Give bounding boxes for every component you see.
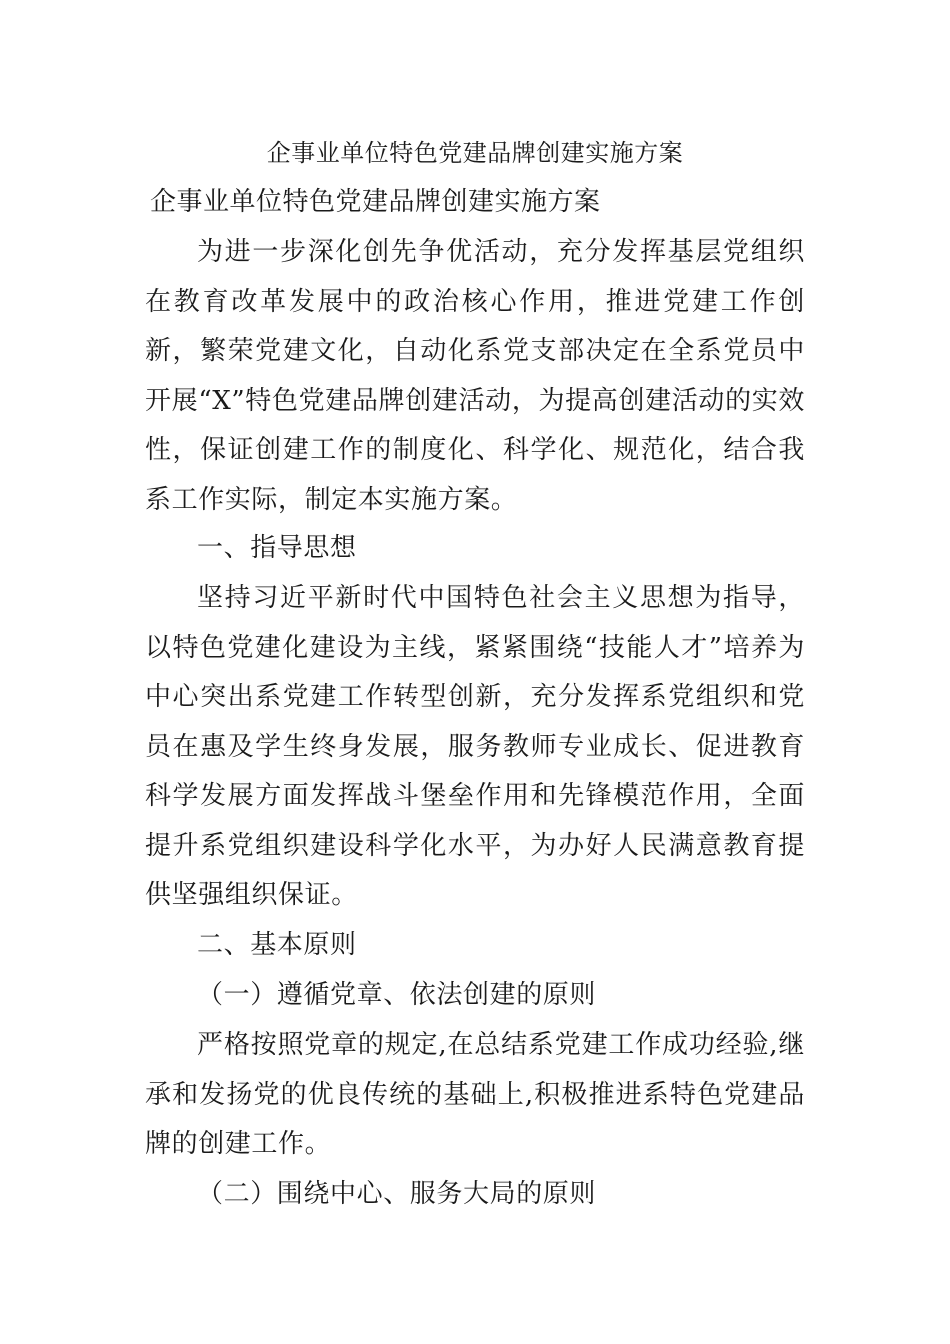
section2-sub1-paragraph: 严格按照党章的规定,在总结系党建工作成功经验,继承和发扬党的优良传统的基础上,积极推进系特色党建品牌的创建工作。 (145, 1030, 805, 1159)
section1-paragraph: 坚持习近平新时代中国特色社会主义思想为指导，以特色党建化建设为主线，紧紧围绕“技能人才”培养为中心突出系党建工作转型创新，充分发挥系党组织和党员在惠及学生终身发展，服务教师专业成长、促进教育科学发展方面发挥战斗堡垒作用和先锋模范作用，全面提升系党组织建设科学化水平，为办好人民满意教育提供坚强组织保证。 (145, 583, 805, 910)
section2-heading: 二、基本原则 (197, 930, 357, 960)
section2-sub2-heading: （二）围绕中心、服务大局的原则 (197, 1179, 597, 1209)
section1-heading: 一、指导思想 (197, 533, 357, 563)
document-subtitle: 企事业单位特色党建品牌创建实施方案 (150, 187, 601, 217)
section2-sub1-heading: （一）遵循党章、依法创建的原则 (197, 980, 597, 1010)
intro-paragraph: 为进一步深化创先争优活动，充分发挥基层党组织在教育改革发展中的政治核心作用，推进党建工作创新，繁荣党建文化，自动化系党支部决定在全系党员中开展“X”特色党建品牌创建活动，为提高创建活动的实效性，保证创建工作的制度化、科学化、规范化，结合我系工作实际，制定本实施方案。 (145, 237, 805, 515)
document-title: 企事业单位特色党建品牌创建实施方案 (266, 139, 684, 167)
